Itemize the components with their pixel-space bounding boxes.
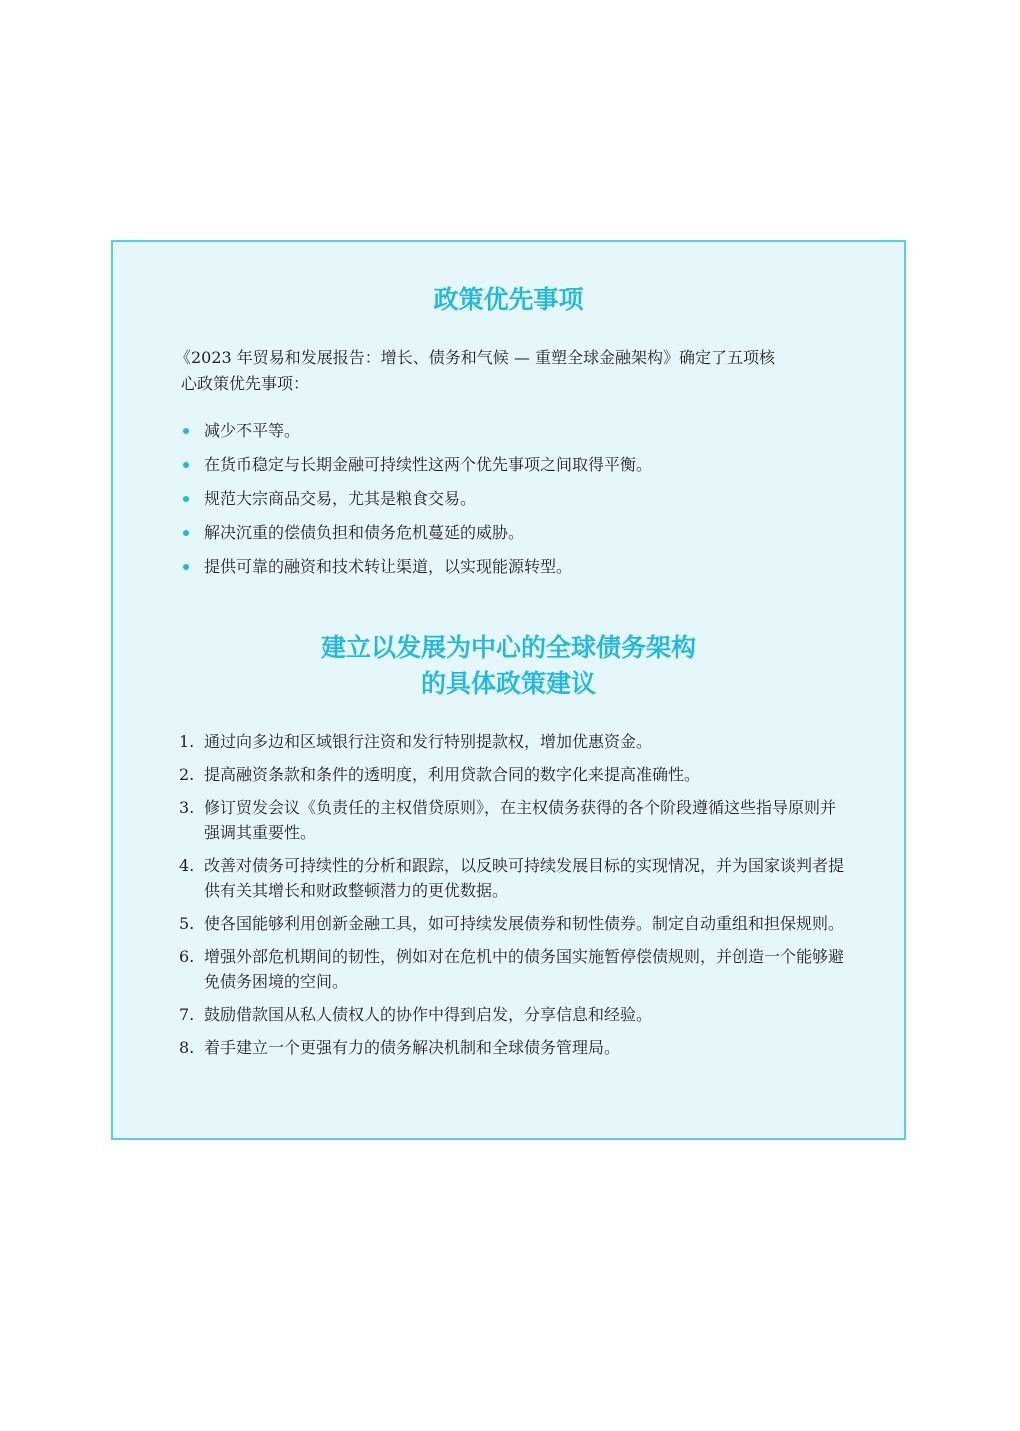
item-text: 增强外部危机期间的韧性，例如对在危机中的债务国实施暂停偿债规则，并创造一个能够避免债务困境的空间。 (204, 947, 845, 991)
section-title-recommendations (113, 630, 904, 702)
recommendations-list (179, 729, 849, 1068)
item-text: 鼓励借款国从私人债权人的协作中得到启发，分享信息和经验。 (204, 1005, 653, 1024)
item-number: 4. (179, 856, 195, 875)
numbered-item (179, 1002, 849, 1027)
bullet-icon (183, 428, 189, 434)
numbered-item (179, 729, 849, 754)
list-item (183, 520, 843, 554)
bullet-icon (183, 462, 189, 468)
item-number: 6. (179, 947, 195, 966)
item-text: 提高融资条款和条件的透明度，利用贷款合同的数字化来提高准确性。 (204, 765, 701, 784)
intro-paragraph (175, 345, 855, 397)
item-number: 7. (179, 1005, 195, 1024)
item-number: 2. (179, 765, 195, 784)
bullet-icon (183, 496, 189, 502)
bullet-icon (183, 564, 189, 570)
list-item-text: 减少不平等。 (204, 421, 301, 440)
list-item (183, 418, 843, 452)
bullet-icon (183, 530, 189, 536)
numbered-item (179, 795, 849, 845)
section-title-line-2: 的具体政策建议 (420, 669, 596, 698)
list-item (183, 554, 843, 588)
numbered-item (179, 944, 849, 994)
policy-box (111, 240, 906, 1140)
intro-line-1: 《2023 年贸易和发展报告：增长、债务和气候 — 重塑全球金融架构》确定了五项核 (175, 348, 775, 367)
intro-line-2: 心政策优先事项： (181, 374, 310, 393)
item-number: 5. (179, 914, 195, 933)
section-title-line-1: 建立以发展为中心的全球债务架构 (320, 633, 696, 662)
list-item (183, 452, 843, 486)
item-text: 使各国能够利用创新金融工具，如可持续发展债券和韧性债券。制定自动重组和担保规则。 (204, 914, 845, 933)
item-text: 着手建立一个更强有力的债务解决机制和全球债务管理局。 (204, 1038, 621, 1057)
item-number: 8. (179, 1038, 195, 1057)
item-number: 3. (179, 798, 195, 817)
list-item-text: 提供可靠的融资和技术转让渠道，以实现能源转型。 (204, 557, 573, 576)
item-number: 1. (179, 732, 195, 751)
list-item (183, 486, 843, 520)
numbered-item (179, 762, 849, 787)
section-title-priorities: 政策优先事项 (433, 285, 584, 314)
item-text: 修订贸发会议《负责任的主权借贷原则》，在主权债务获得的各个阶段遵循这些指导原则并强调其重要性。 (204, 798, 837, 842)
item-text: 改善对债务可持续性的分析和跟踪，以反映可持续发展目标的实现情况，并为国家谈判者提供有关其增长和财政整顿潜力的更优数据。 (204, 856, 845, 900)
priorities-list (183, 418, 843, 588)
list-item-text: 解决沉重的偿债负担和债务危机蔓延的威胁。 (204, 523, 525, 542)
numbered-item (179, 911, 849, 936)
numbered-item (179, 1035, 849, 1060)
list-item-text: 在货币稳定与长期金融可持续性这两个优先事项之间取得平衡。 (204, 455, 653, 474)
list-item-text: 规范大宗商品交易，尤其是粮食交易。 (204, 489, 477, 508)
numbered-item (179, 853, 849, 903)
item-text: 通过向多边和区域银行注资和发行特别提款权，增加优惠资金。 (204, 732, 653, 751)
